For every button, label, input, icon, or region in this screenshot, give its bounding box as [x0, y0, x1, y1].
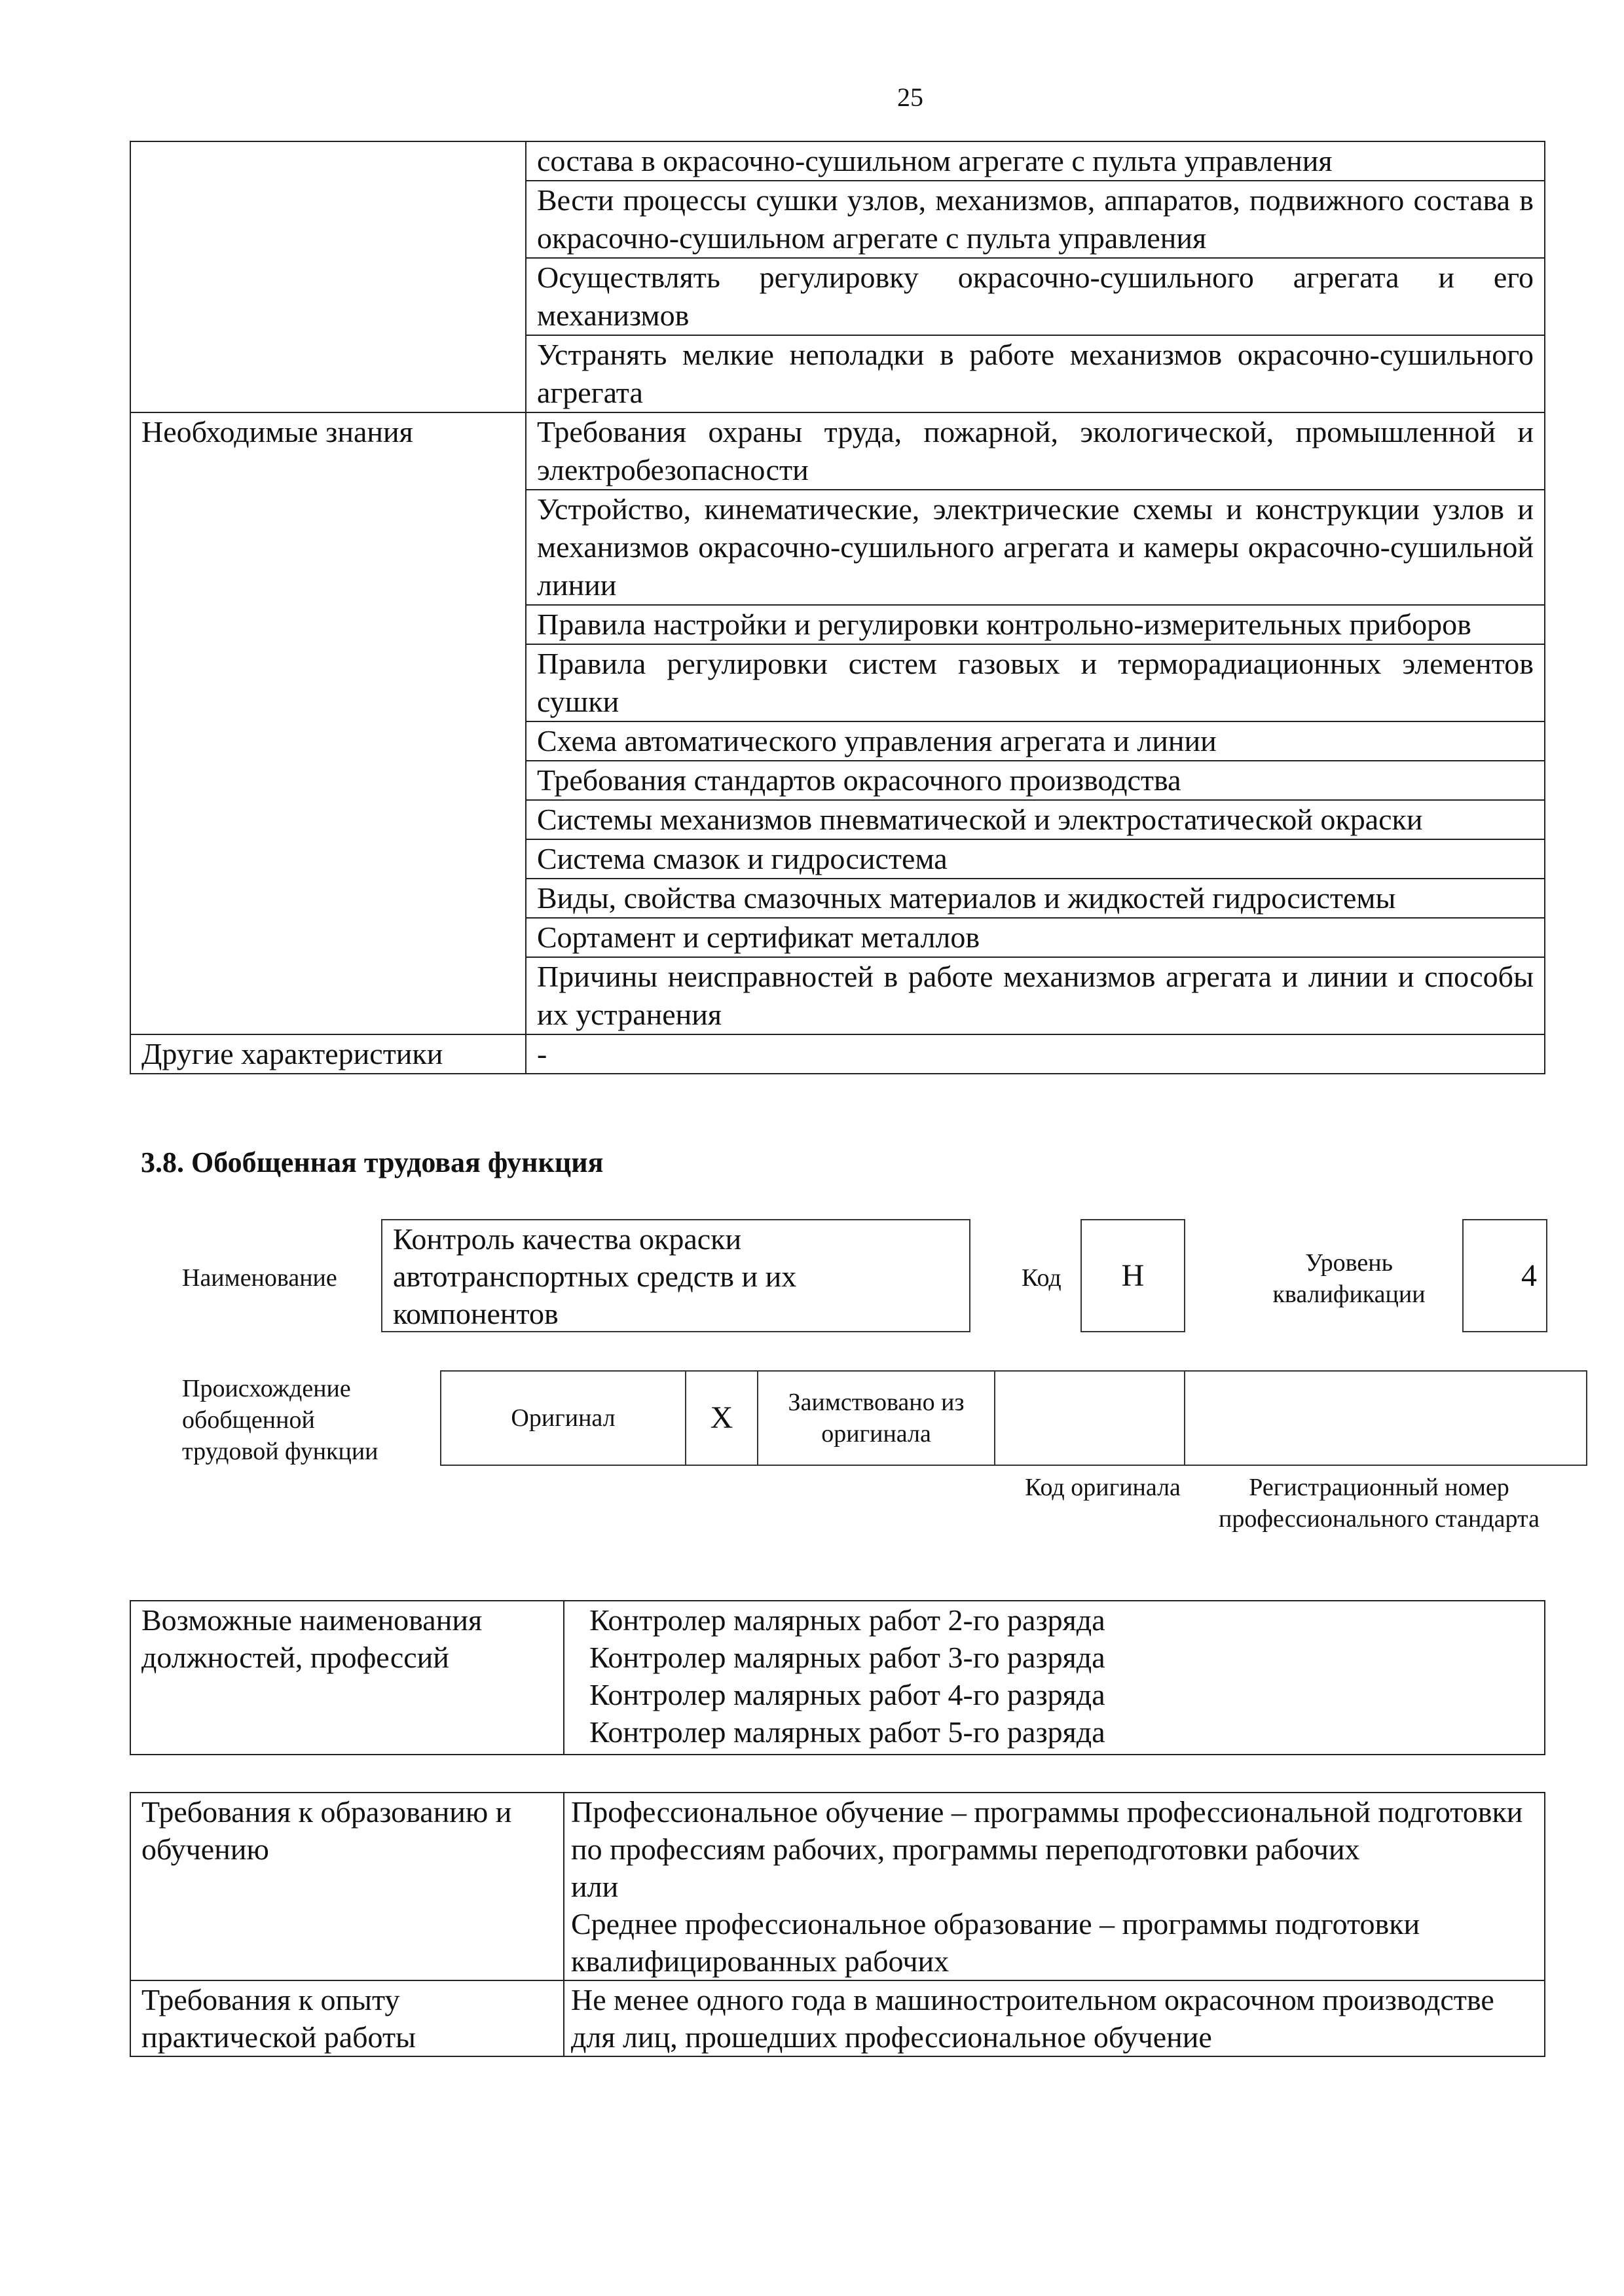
skill-row: состава в окрасочно-сушильном агрегате с пульта управления [526, 141, 1545, 181]
skill-row: Устранять мелкие неполадки в работе механизмов окрасочно-сушильного агрегата [526, 335, 1545, 412]
knowledge-row: Виды, свойства смазочных материалов и жидкостей гидросистемы [526, 879, 1545, 918]
original-code-cell [995, 1371, 1185, 1465]
requirements-table [130, 1792, 1545, 2057]
origin-table [440, 1370, 1587, 1466]
other-label: Другие характеристики [130, 1034, 526, 1074]
function-name-value: Контроль качества окраски автотранспортных средств и их компонентов [393, 1222, 797, 1330]
position-item: Контролер малярных работ 4-го разряда [589, 1678, 1105, 1711]
skill-row: Осуществлять регулировку окрасочно-сушильного агрегата и его механизмов [526, 258, 1545, 335]
knowledge-row: Причины неисправностей в работе механизмов агрегата и линии и способы их устранения [526, 957, 1545, 1034]
code-label: Код [1022, 1264, 1061, 1292]
borrowed-label: Заимствовано из оригинала [758, 1371, 995, 1465]
original-label: Оригинал [441, 1371, 686, 1465]
level-label: Уровень квалификации [1272, 1249, 1426, 1308]
positions-label: Возможные наименования должностей, профессий [130, 1601, 564, 1755]
knowledge-row: Требования охраны труда, пожарной, экологической, промышленной и электробезопасности [526, 412, 1545, 490]
education-value [564, 1793, 1545, 1980]
experience-label: Требования к опыту практической работы [130, 1980, 564, 2056]
knowledge-row: Сортамент и сертификат металлов [526, 918, 1545, 957]
knowledge-row: Устройство, кинематические, электрические схемы и конструкции узлов и механизмов окрасочно-сушильного агрегата и камеры окрасочно-сушильной линии [526, 490, 1545, 605]
reg-number-cell [1185, 1371, 1587, 1465]
knowledge-row: Правила настройки и регулировки контрольно-измерительных приборов [526, 605, 1545, 644]
skill-row: Вести процессы сушки узлов, механизмов, аппаратов, подвижного состава в окрасочно-сушильном агрегате с пульта управления [526, 181, 1545, 258]
knowledge-label: Необходимые знания [130, 412, 526, 1034]
knowledge-row: Требования стандартов окрасочного производства [526, 761, 1545, 800]
original-mark: X [686, 1371, 758, 1465]
level-value: 4 [1521, 1258, 1537, 1293]
knowledge-row: Система смазок и гидросистема [526, 839, 1545, 879]
origin-label: Происхождение обобщенной трудовой функции [182, 1375, 378, 1465]
page-number: 25 [897, 82, 923, 112]
position-item: Контролер малярных работ 5-го разряда [589, 1715, 1105, 1749]
education-line: Среднее профессиональное образование – программы подготовки квалифицированных рабочих [571, 1907, 1420, 1978]
function-name-box [381, 1219, 970, 1332]
code-original-caption: Код оригинала [1025, 1474, 1181, 1501]
education-label: Требования к образованию и обучению [130, 1793, 564, 1980]
positions-list [564, 1601, 1545, 1755]
experience-value: Не менее одного года в машиностроительном окрасочном производстве для лиц, прошедших профессиональное обучение [564, 1980, 1545, 2056]
level-box [1462, 1219, 1547, 1332]
code-value: H [1121, 1258, 1145, 1293]
position-item: Контролер малярных работ 2-го разряда [589, 1603, 1105, 1637]
positions-table [130, 1600, 1545, 1755]
reg-number-caption: Регистрационный номер профессионального стандарта [1219, 1474, 1540, 1533]
skills-knowledge-table [130, 141, 1545, 1074]
position-item: Контролер малярных работ 3-го разряда [589, 1641, 1105, 1674]
knowledge-row: Правила регулировки систем газовых и терморадиационных элементов сушки [526, 644, 1545, 721]
skills-label-cell [130, 141, 526, 412]
education-line: или [571, 1870, 619, 1903]
education-line: Профессиональное обучение – программы профессиональной подготовки по профессиям рабочих, программы переподготовки рабочих [571, 1795, 1523, 1866]
knowledge-row: Схема автоматического управления агрегата и линии [526, 721, 1545, 761]
knowledge-row: Системы механизмов пневматической и электростатической окраски [526, 800, 1545, 839]
code-box [1080, 1219, 1185, 1332]
name-label: Наименование [182, 1264, 337, 1292]
section-title: 3.8. Обобщенная трудовая функция [141, 1146, 604, 1178]
other-value: - [526, 1034, 1545, 1074]
